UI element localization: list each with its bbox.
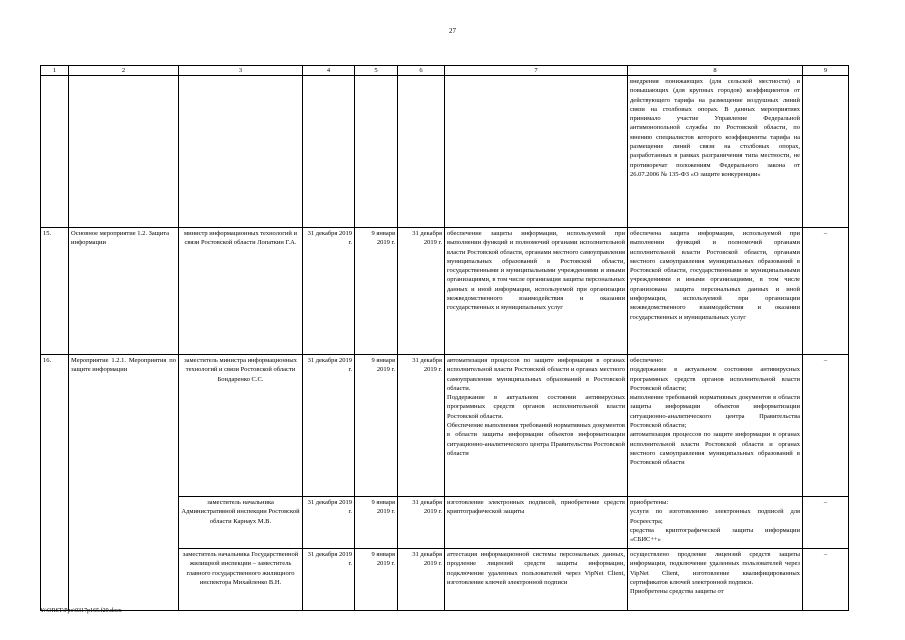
problems: – [803, 497, 849, 549]
page-number: 27 [449, 27, 456, 35]
achieved-result: обеспечена защита информации, используемой при выполнении функций и полномочий органами исполнительной власти Ростовской области, органами местного самоуправления муниципальных образований в Ростовской области, государственными и муниципальными учреждениями и иными организациями, в том числе организована защита персональных данных и иной информации, используемой при организации межведомственного взаимодействия и оказании государственных и муниципальных услуг [628, 228, 803, 355]
plan-end-date: 31 декабря 2019 г. [303, 549, 355, 611]
header-cell: 2 [69, 66, 179, 76]
plan-end-date: 31 декабря 2019 г. [303, 497, 355, 549]
header-cell: 7 [445, 66, 628, 76]
achieved-result: осуществлено продление лицензий средств защиты информации, подключение удаленных пользователей через VipNet Client, изготовление квалифицированных сертификатов ключей электронной подписи. Приобретены средства защиты от [628, 549, 803, 611]
header-cell: 6 [398, 66, 445, 76]
executor: заместитель министра информационных технологий и связи Ростовской области Бондаренко С.С. [179, 355, 303, 497]
executor: министр информационных технологий и связи Ростовской области Лопаткин Г.А. [179, 228, 303, 355]
table-row [41, 355, 849, 497]
header-cell: 9 [803, 66, 849, 76]
fact-start-date: 9 января 2019 г. [355, 549, 398, 611]
executor: заместитель начальника Административной инспекции Ростовской области Карнаух М.В. [179, 497, 303, 549]
report-table [40, 65, 849, 611]
fact-end-date: 31 декабря 2019 г. [398, 549, 445, 611]
planned-result: аттестация информационной системы персональных данных, продление лицензий средств защиты информации, подключение удаленных пользователей через VipNet Client, изготовление ключей электронной подписи [445, 549, 628, 611]
row-number: 15. [41, 228, 69, 355]
problems: – [803, 228, 849, 355]
header-cell: 1 [41, 66, 69, 76]
header-cell: 5 [355, 66, 398, 76]
fact-end-date: 31 декабря 2019 г. [398, 355, 445, 497]
executor: заместитель начальника Государственной жилищной инспекции – заместитель главного государственного жилищного инспектора Михайленко В.Н. [179, 549, 303, 611]
fact-start-date: 9 января 2019 г. [355, 497, 398, 549]
achieved-result: обеспечено: поддержание в актуальном состоянии антивирусных программных средств органов исполнительной власти Ростовской области; выполнение требований нормативных документов в области защиты информации объектов информатизации ситуационно-аналитического центра Правительства Ростовской области; автоматизация процессов по защите информации в органах исполнительной власти Ростовской области и органах местного самоуправления муниципальных образований в Ростовской области [628, 355, 803, 497]
table-row [41, 228, 849, 355]
header-cell: 4 [303, 66, 355, 76]
problems: – [803, 549, 849, 611]
plan-end-date: 31 декабря 2019 г. [303, 228, 355, 355]
file-path-footer: Y:\ORST\Ppo\0317p165.f20.docx [40, 608, 122, 614]
planned-result: обеспечение защиты информации, используемой при выполнении функций и полномочий органами исполнительной власти Ростовской области, органами местного самоуправления муниципальных образований в Ростовской области, государственными и муниципальными учреждениями и иными организациями, в том числе организация защиты персональных данных и иной информации, используемой при организации межведомственного взаимодействия и оказании государственных и муниципальных услуг [445, 228, 628, 355]
header-row [41, 66, 849, 76]
header-cell: 8 [628, 66, 803, 76]
problems: – [803, 355, 849, 497]
planned-result: автоматизация процессов по защите информации в органах исполнительной власти Ростовской области и органах местного самоуправления муниципальных образований в Ростовской области. Поддержание в актуальном состоянии антивирусных программных средств органов исполнительной власти Ростовской области. Обеспечение выполнения требований нормативных документов в области защиты информации объектов информатизации ситуационно-аналитического центра Правительства Ростовской области [445, 355, 628, 497]
header-cell: 3 [179, 66, 303, 76]
row-number: 16. [41, 355, 69, 611]
fact-start-date: 9 января 2019 г. [355, 228, 398, 355]
fact-end-date: 31 декабря 2019 г. [398, 497, 445, 549]
plan-end-date: 31 декабря 2019 г. [303, 355, 355, 497]
table-row [41, 76, 849, 228]
fact-start-date: 9 января 2019 г. [355, 355, 398, 497]
fact-end-date: 31 декабря 2019 г. [398, 228, 445, 355]
achieved-result-cell: внедрения понижающих (для сельской местности) и повышающих (для крупных городов) коэффициентов от действующего тарифа на размещение воздушных линий связи на столбовых опорах. В данных мероприятиях принимало участие Управление Федеральной антимонопольной службы по Ростовской области, по мнению специалистов которого коэффициенты тарифа на размещение линий связи на столбовых опорах, разработанных в рамках разграничения типа местности, не противоречат положениям Федерального закона от 26.07.2006 № 135-ФЗ «О защите конкуренции» [628, 76, 803, 228]
planned-result: изготовление электронных подписей, приобретение средств криптографической защиты [445, 497, 628, 549]
event-name: Основное мероприятие 1.2. Защита информации [69, 228, 179, 355]
achieved-result: приобретены: услуги по изготовлению электронных подписей для Росреестра; средства криптографической защиты информации «СБИС++» [628, 497, 803, 549]
event-name: Мероприятие 1.2.1. Мероприятия по защите информации [69, 355, 179, 611]
